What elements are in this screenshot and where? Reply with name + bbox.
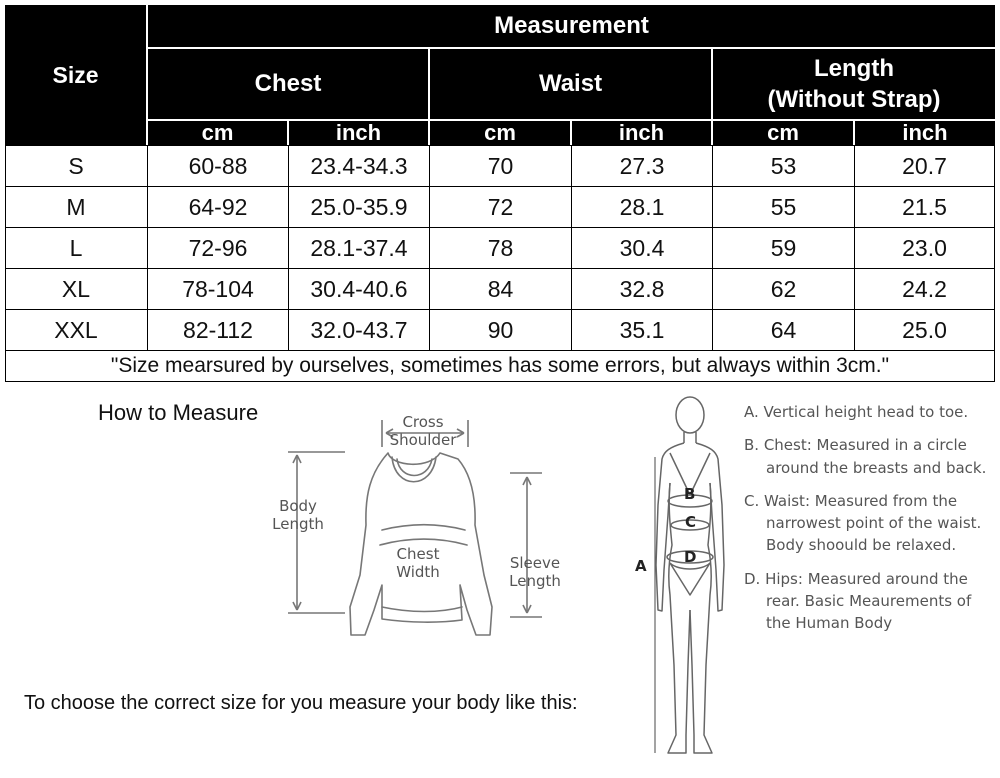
table-cell: 21.5 [902, 193, 947, 220]
unit-header: inch [289, 121, 428, 145]
table-cell: 64-92 [188, 193, 248, 220]
table-cell: 72 [487, 193, 514, 220]
table-cell: 24.2 [902, 275, 947, 302]
table-cell: 72-96 [188, 234, 248, 261]
size-cell: S [68, 152, 84, 179]
table-cell: 25.0-35.9 [310, 193, 408, 220]
note-waist: C. Waist: Measured from the narrowest point of the waist. Body shoould be relaxed. [744, 491, 982, 555]
note-hips: D. Hips: Measured around the rear. Basic Meaurements of the Human Body [744, 569, 972, 633]
size-cell: XXL [54, 316, 98, 343]
size-header: Size [5, 5, 146, 145]
table-cell: 64 [770, 316, 797, 343]
letter-c: C [685, 513, 697, 531]
sleeve-length-label: Sleeve Length [509, 554, 561, 590]
chest-header: Chest [148, 49, 428, 119]
letter-d: D [684, 548, 697, 566]
table-cell: 23.0 [902, 234, 947, 261]
size-cell: M [66, 193, 86, 220]
waist-header: Waist [430, 49, 711, 119]
table-cell: 78 [487, 234, 514, 261]
table-cell: 90 [487, 316, 514, 343]
note-chest: B. Chest: Measured in a circle around the breasts and back. [744, 436, 987, 477]
table-cell: 30.4-40.6 [310, 275, 408, 302]
note-height: A. Vertical height head to toe. [744, 403, 969, 421]
table-cell: 53 [770, 152, 797, 179]
table-note: "Size mearsured by ourselves, sometimes has some errors, but always within 3cm." [110, 354, 890, 377]
measurement-header: Measurement [148, 5, 995, 47]
table-cell: 27.3 [619, 152, 665, 179]
body-length-label: Body Length [272, 497, 324, 533]
size-cell: XL [61, 275, 91, 302]
table-cell: 55 [770, 193, 797, 220]
table-cell: 84 [487, 275, 514, 302]
unit-header: cm [713, 121, 853, 145]
table-cell: 32.8 [619, 275, 665, 302]
cross-shoulder-label: Cross Shoulder [389, 413, 457, 449]
table-cell: 20.7 [902, 152, 947, 179]
length-header: Length (Without Strap) [713, 49, 995, 119]
unit-header: cm [430, 121, 570, 145]
chest-width-label: Chest Width [396, 545, 440, 581]
table-cell: 82-112 [183, 316, 253, 343]
letter-b: B [684, 485, 696, 503]
table-cell: 25.0 [902, 316, 947, 343]
table-cell: 23.4-34.3 [310, 152, 408, 179]
unit-header: inch [572, 121, 711, 145]
letter-a: A [635, 557, 647, 575]
table-cell: 32.0-43.7 [310, 316, 408, 343]
table-cell: 59 [770, 234, 797, 261]
unit-header: cm [148, 121, 287, 145]
unit-header: inch [855, 121, 995, 145]
table-cell: 60-88 [188, 152, 248, 179]
table-cell: 28.1 [619, 193, 665, 220]
table-cell: 30.4 [619, 234, 665, 261]
size-chart-table [5, 5, 995, 382]
table-cell: 62 [770, 275, 797, 302]
table-cell: 70 [487, 152, 514, 179]
table-cell: 35.1 [619, 316, 665, 343]
how-to-measure-title: How to Measure [98, 400, 259, 425]
measurement-notes [744, 401, 1000, 646]
size-cell: L [69, 234, 83, 261]
table-cell: 28.1-37.4 [310, 234, 408, 261]
body-figure [640, 395, 750, 775]
choose-size-instruction: To choose the correct size for you measure your body like this: [24, 692, 578, 714]
table-cell: 78-104 [182, 275, 254, 302]
